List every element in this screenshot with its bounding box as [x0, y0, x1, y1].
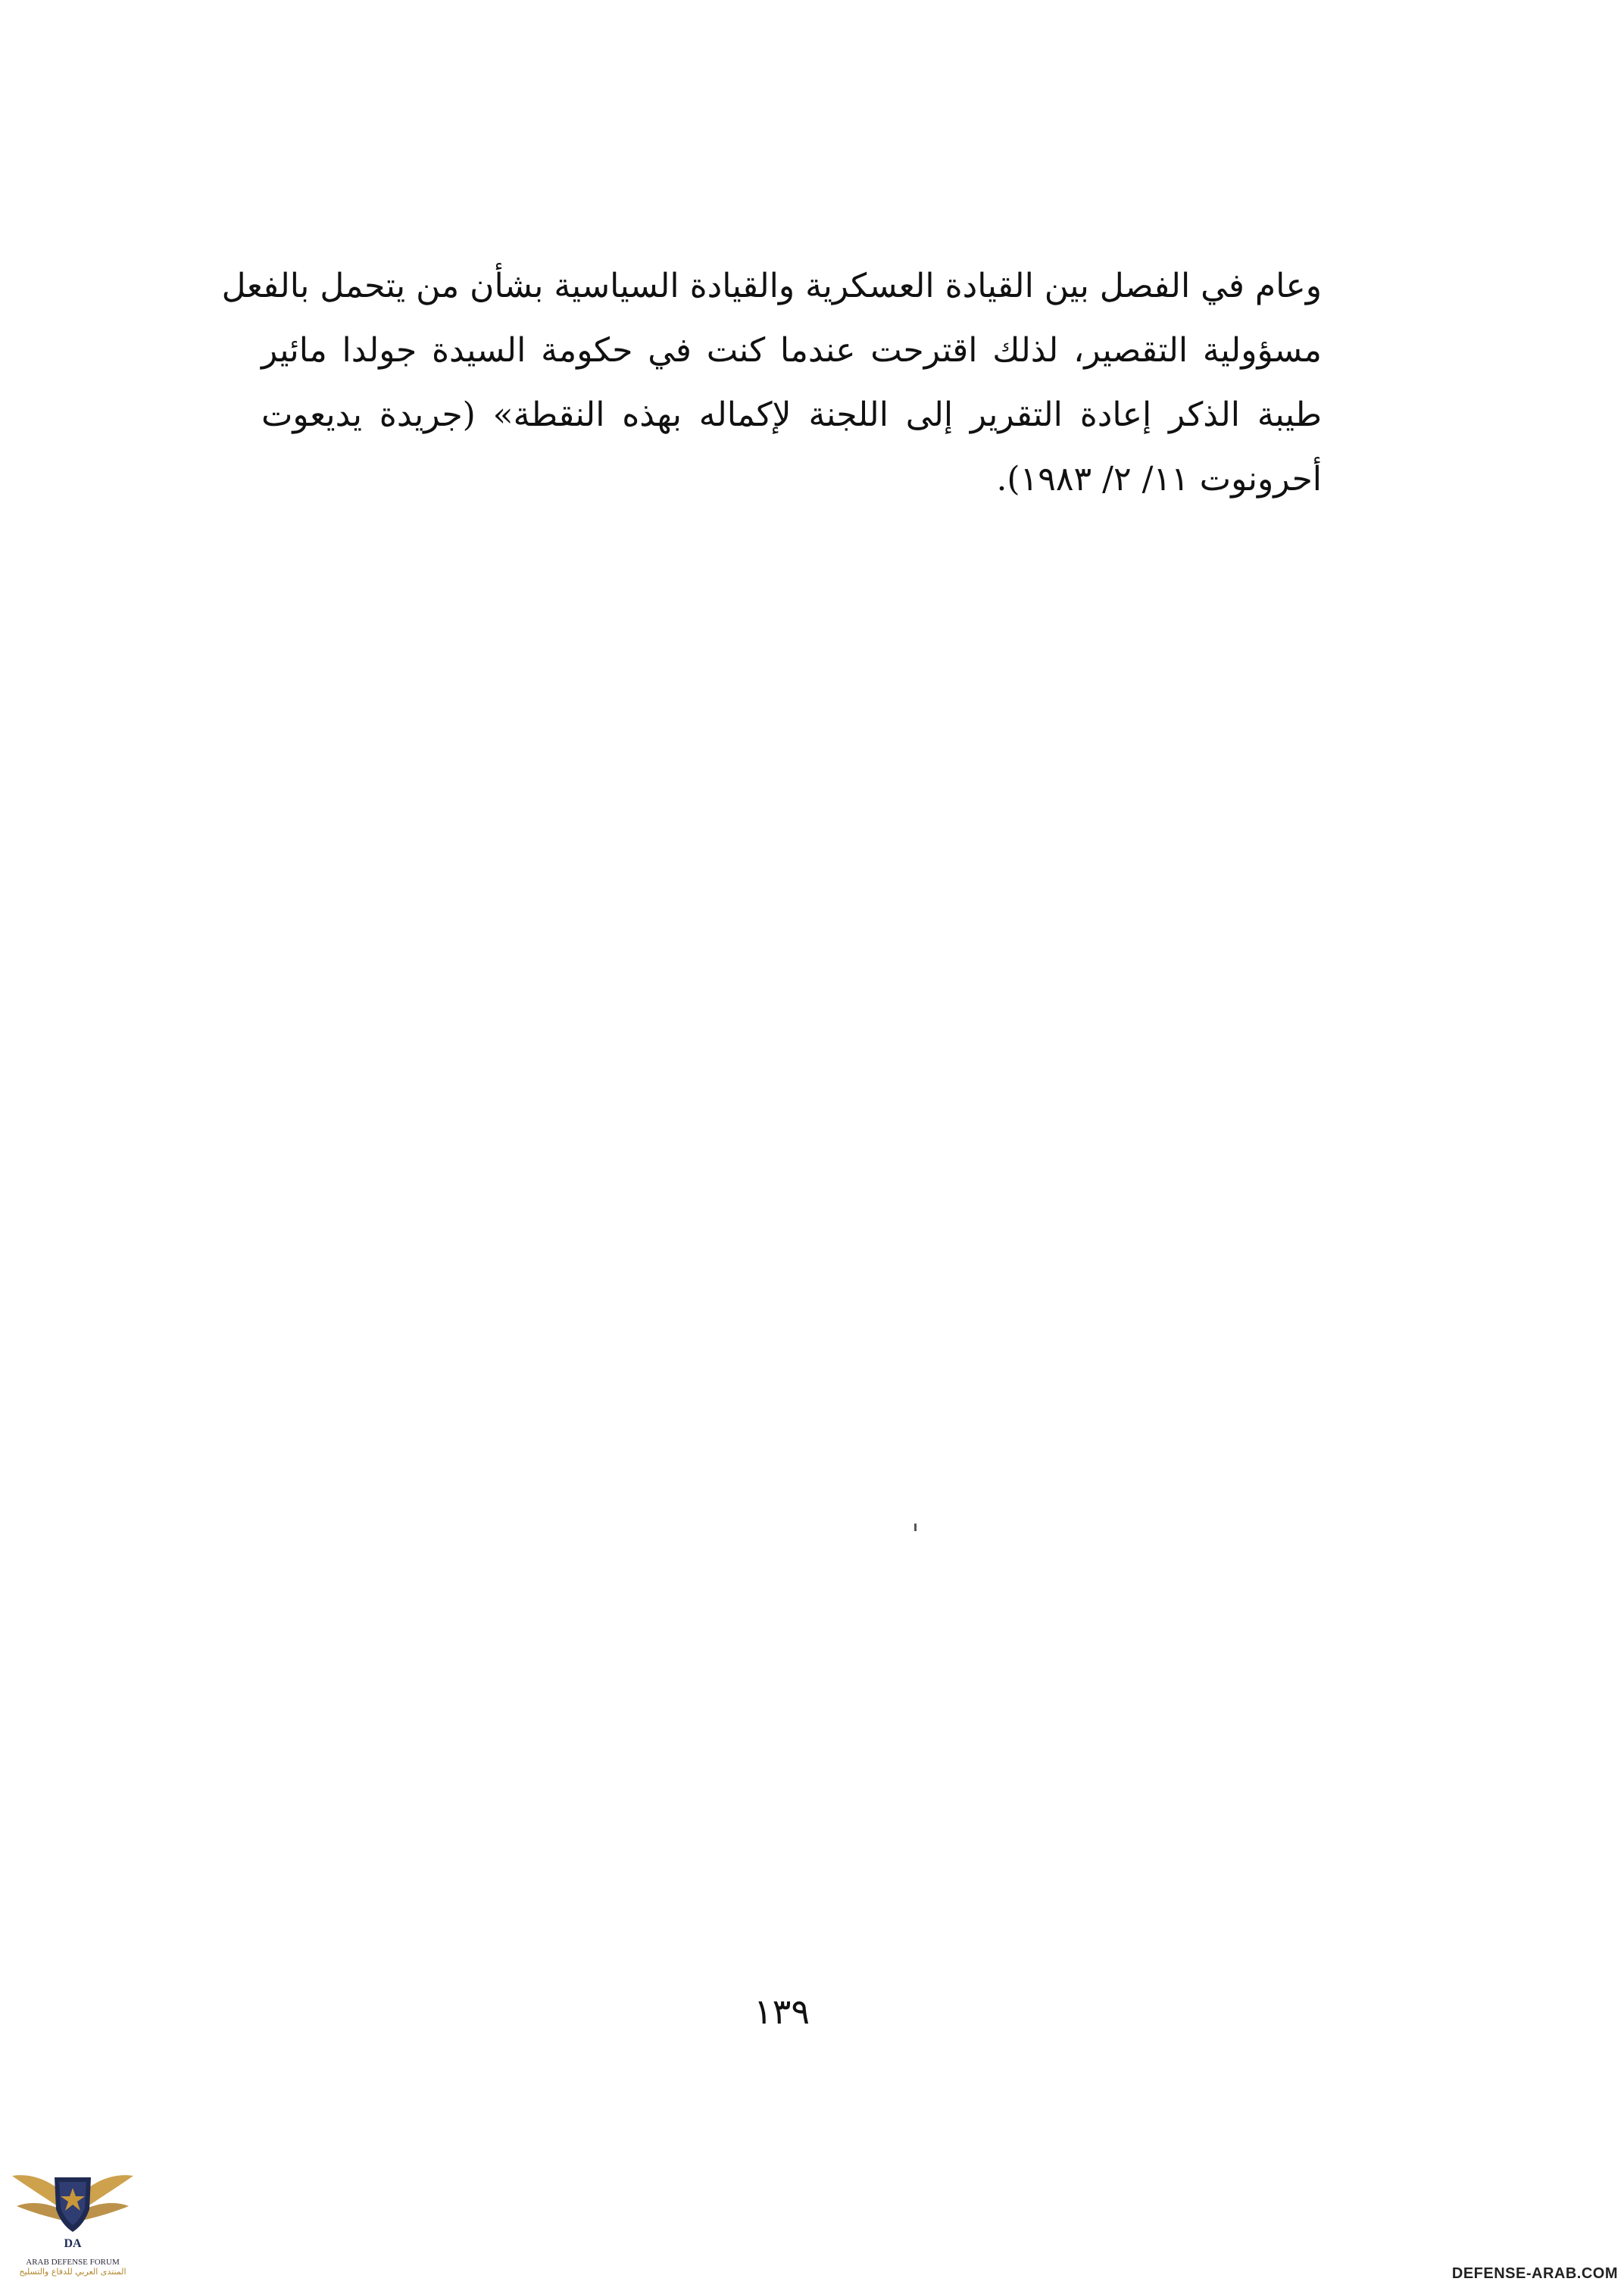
- site-watermark: DEFENSE-ARAB.COM: [1451, 2265, 1618, 2282]
- logo-caption-english: ARAB DEFENSE FORUM: [26, 2258, 120, 2267]
- body-paragraph: [221, 254, 1322, 511]
- paragraph-line-2: مسؤولية التقصير، لذلك اقترحت عندما كنت في حكومة السيدة جولدا مائير: [261, 331, 1322, 370]
- paragraph-line-1: وعام في الفصل بين القيادة العسكرية والقيادة السياسية بشأن من يتحمل بالفعل: [221, 267, 1322, 305]
- logo-letters: DA: [64, 2237, 82, 2250]
- paragraph-line-4: أحرونوت ١١/ ٢/ ١٩٨٣).: [996, 460, 1322, 499]
- paragraph-line-3: طيبة الذكر إعادة التقرير إلى اللجنة لإكماله بهذه النقطة» (جريدة يديعوت: [261, 395, 1322, 434]
- logo-caption-arabic: المنتدى العربي للدفاع والتسليح: [19, 2267, 126, 2277]
- scan-speck: [914, 1524, 917, 1531]
- page-number: ١٣٩: [753, 1991, 810, 2032]
- arab-defense-forum-logo: [9, 2150, 136, 2283]
- winged-shield-logo-icon: [9, 2150, 136, 2256]
